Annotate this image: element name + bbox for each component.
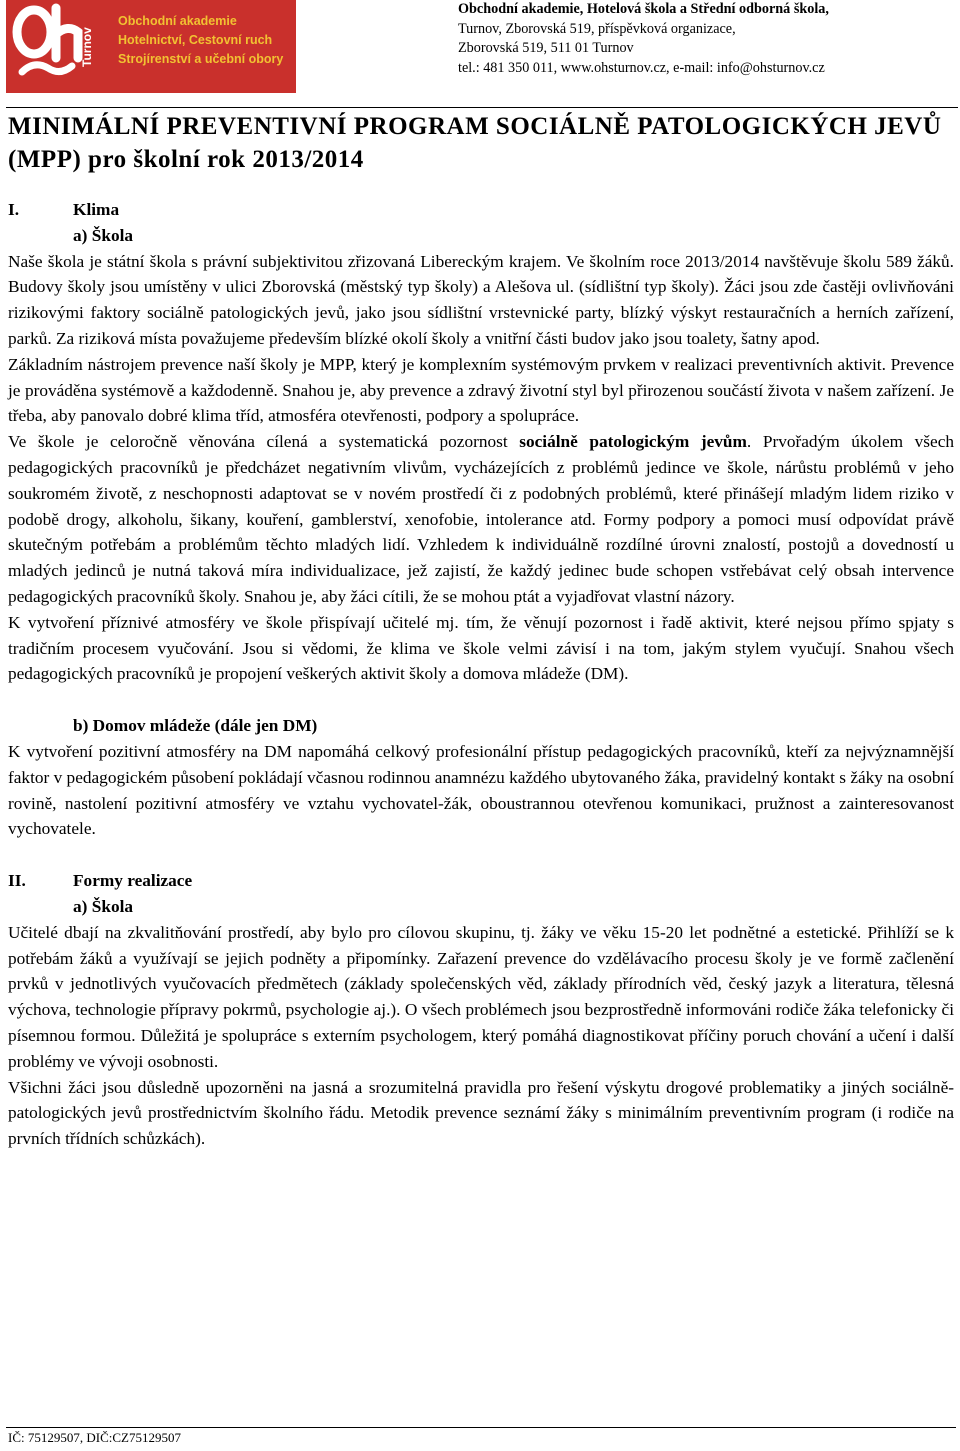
spacer	[8, 687, 954, 713]
subsection-heading: a) Škola	[73, 225, 134, 245]
section-title: Klima	[73, 200, 120, 219]
paragraph: Učitelé dbají na zkvalitňování prostředí, aby bylo pro cílovou skupinu, tj. žáky ve věku 15-20 let podnětné a estetické. Přihlíží se k potřebám žáků a využívají se jejich podněty a připomínky. Zařazení prevence do vzdělávacího procesu školy je ve formě začlenění prvků v jednotlivých vyučovacích předmětech (základy společenských věd, základy přírodních věd, český jazyk a literatura, tělesná výchova, technologie přípravy pokrmů, psychologie aj.). O všech problémech jsou bezprostředně informováni rodiče žáka telefonicky či písemnou formou. Důležitá je spolupráce s externím psychologem, který pomáhá diagnostikovat příčiny poruch chování a učení i další problémy ve vývoji osobnosti.	[8, 922, 954, 1071]
document-body	[8, 197, 954, 1152]
footer-divider	[6, 1427, 956, 1428]
paragraph: K vytvoření pozitivní atmosféry na DM napomáhá celkový profesionální přístup pedagogických pracovníků, kteří za nejvýznamnější faktor v pedagogickém působení pokládají včasnou rodinnou anamnézu každého ubytovaného žáka, pravidelný kontakt s žáky na osobní rovině, nastolení pozitivní atmosféry ve vztahu vychovatel-žák, oboustrannou otevřenou komunikaci, pružnost a zainteresovanost vychovatele.	[8, 741, 954, 839]
org-address-line: Zborovská 519, 511 01 Turnov	[458, 40, 634, 56]
subsection-heading: a) Škola	[73, 896, 134, 916]
section-number: II.	[8, 871, 26, 891]
section-title: Formy realizace	[73, 871, 193, 891]
school-logo	[6, 0, 296, 93]
paragraph: Základním nástrojem prevence naší školy je MPP, který je komplexním systémovým prvkem v realizaci preventivních aktivit. Prevence je prováděna systémově a každodenně. Snahou je, aby prevence a zdravý životní styl byl přirozenou součástí života v našem zařízení. Je třeba, aby panovalo dobré klima tříd, atmosféra otevřenosti, podpory a spolupráce.	[8, 354, 954, 426]
org-address-line: Turnov, Zborovská 519, příspěvková organizace,	[458, 20, 736, 37]
paragraph: Všichni žáci jsou důsledně upozorněni na jasná a srozumitelná pravidla pro řešení výskytu drogové problematiky a jiných sociálně-patologických jevů prostřednictvím školního řádu. Metodik prevence seznámí žáky s minimálním preventivním program (i rodiče na prvních třídních schůzkách).	[8, 1077, 954, 1149]
org-name: Obchodní akademie, Hotelová škola a Střední odborná škola,	[458, 1, 829, 17]
logo-tagline-line: Obchodní akademie	[118, 14, 237, 28]
header-divider	[6, 107, 958, 108]
section-heading	[8, 197, 954, 223]
logo-tagline-line: Hotelnictví, Cestovní ruch	[118, 33, 273, 47]
emphasis-text: sociálně patologickým jevům	[519, 432, 747, 452]
paragraph-text: Ve škole je celoročně věnována cílená a systematická pozornost	[8, 432, 520, 452]
document-title: MINIMÁLNÍ PREVENTIVNÍ PROGRAM SOCIÁLNĚ PATOLOGICKÝCH JEVŮ (MPP) pro školní rok 2013/2014	[8, 113, 942, 173]
logo-tagline-line: Strojírenství a učební obory	[118, 52, 284, 66]
paragraph	[8, 429, 954, 610]
paragraph-text: . Prvořadým úkolem všech pedagogických pracovníků je předcházet negativním vlivům, vycházejících z problémů jedince ve škole, nárůstu problémů v jeho soukromém životě, z neschopnosti adaptovat se v novém prostředí či z podobných problémů, které přinášejí mladým lidem riziko v podobě drogy, alkoholu, šikany, kouření, gamblerství, xenofobie, intolerance atd. Formy podpory a pomoci musí odpovídat právě skutečným potřebám a problémům těchto mladých lidí. Vzhledem k individuálně rozdílné úrovni znalostí, postojů a dovedností u mladých jedinců je nutná taková míra individualizace, jež zajistí, že každý jedinec bude schopen vstřebávat celý obsah intervence pedagogických pracovníků školy. Snahou je, aby žáci cítili, že se mohou ptát a vyjadřovat vlastní názory.	[8, 432, 955, 606]
spacer	[8, 842, 954, 868]
footer-ids: IČ: 75129507, DIČ:CZ75129507	[8, 1430, 181, 1445]
logo-tagline	[118, 12, 294, 69]
subsection-heading: b) Domov mládeže (dále jen DM)	[73, 716, 318, 736]
logo-side-text: Turnov	[80, 27, 94, 67]
org-contact-line: tel.: 481 350 011, www.ohsturnov.cz, e-mail: info@ohsturnov.cz	[458, 59, 825, 76]
section-number: I.	[8, 200, 20, 219]
section-heading	[8, 868, 954, 894]
paragraph: Naše škola je státní škola s právní subjektivitou zřizovaná Libereckým krajem. Ve školním roce 2013/2014 navštěvuje školu 589 žáků. Budovy školy jsou umístěny v ulici Zborovská (městský typ školy) a Alešova ul. (sídlištní typ školy). Žáci jsou zde častěji ovlivňováni rizikovými faktory sociálně patologických jevů, jako jsou sídlištní vrstevnické party, blízký výskyt restauračních a herních zařízení, parků. Za riziková místa považujeme především blízké okolí školy a vnitřní části budov jako jsou toalety, šatny apod.	[8, 251, 954, 348]
paragraph: K vytvoření příznivé atmosféry ve škole přispívají učitelé mj. tím, že věnují pozornost i řadě aktivit, které nejsou přímo spjaty s tradičním procesem vyučování. Jsou si vědomi, že klima ve škole velmi závisí i na tom, jakým stylem vyučují. Snahou všech pedagogických pracovníků je propojení veškerých aktivit školy a domova mládeže (DM).	[8, 612, 954, 684]
organization-info	[458, 0, 958, 78]
